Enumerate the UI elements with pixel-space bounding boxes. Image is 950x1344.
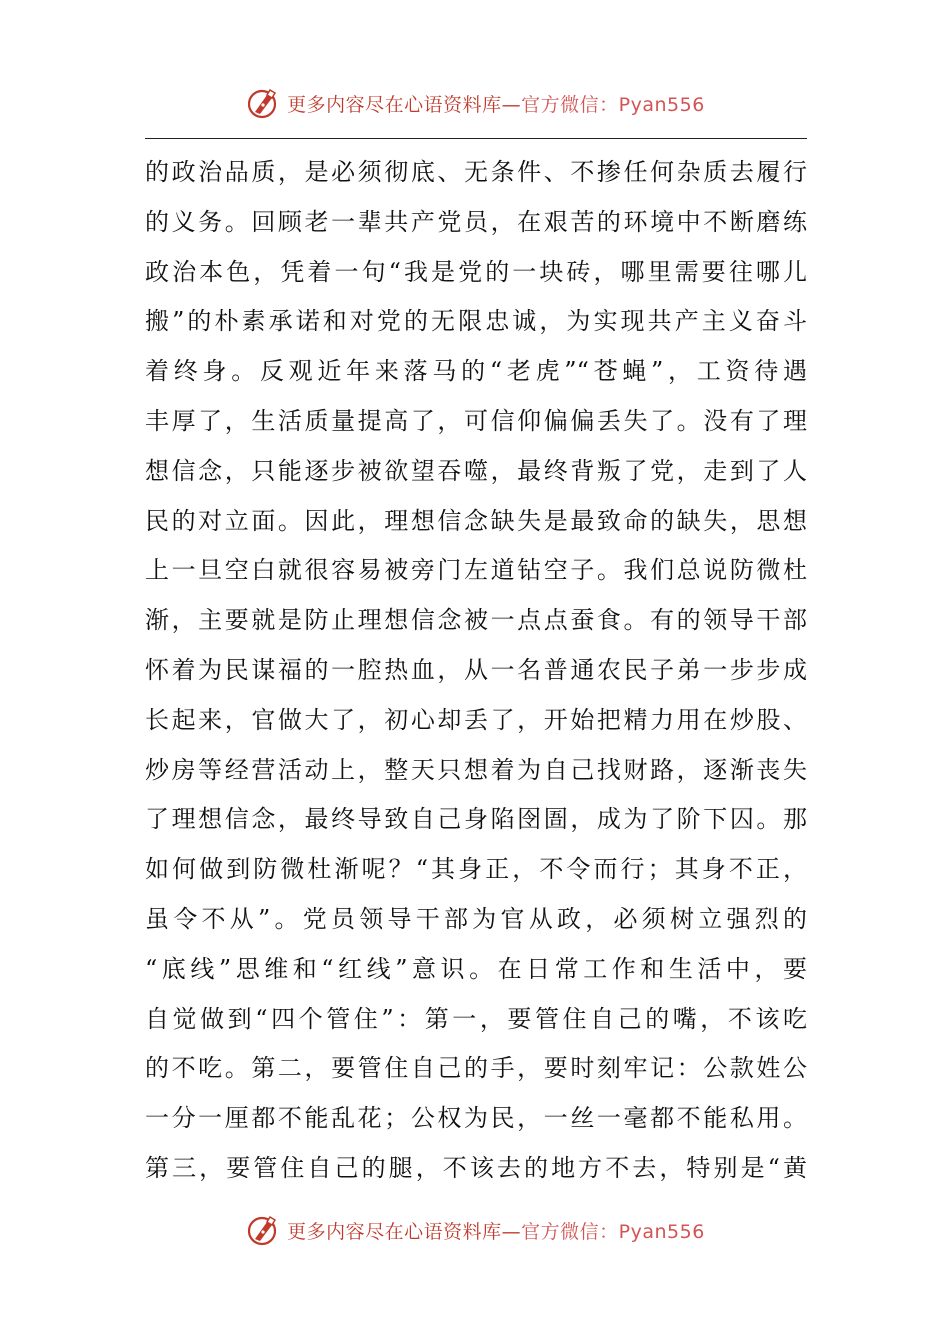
header-banner [0, 83, 950, 123]
footer-banner-separator: — [501, 1220, 522, 1243]
text-line: 了理想信念，最终导致自己身陷囹圄，成为了阶下囚。那 [145, 805, 807, 834]
text-line: 政治本色，凭着一句“我是党的一块砖，哪里需要往哪儿 [145, 257, 807, 286]
text-line: 的义务。回顾老一辈共产党员，在艰苦的环境中不断磨练 [145, 207, 807, 236]
text-line: 自觉做到“四个管住”：第一，要管住自己的嘴，不该吃 [145, 1004, 807, 1033]
text-line: 着终身。反观近年来落马的“老虎”“苍蝇”，工资待遇 [145, 357, 807, 386]
text-line: 的不吃。第二，要管住自己的手，要时刻牢记：公款姓公 [145, 1054, 807, 1083]
text-line: 丰厚了，生活质量提高了，可信仰偏偏丢失了。没有了理 [145, 406, 807, 435]
text-line: 民的对立面。因此，理想信念缺失是最致命的缺失，思想 [145, 506, 807, 535]
text-line: 的政治品质，是必须彻底、无条件、不掺任何杂质去履行 [145, 158, 807, 186]
footer-banner-main: 更多内容尽在心语资料库 [287, 1220, 502, 1243]
text-line: 第三，要管住自己的腿，不该去的地方不去，特别是“黄 [145, 1153, 807, 1182]
header-banner-separator: — [501, 93, 522, 116]
text-line: 怀着为民谋福的一腔热血，从一名普通农民子弟一步步成 [145, 655, 807, 684]
text-line: 炒房等经营活动上，整天只想着为自己找财路，逐渐丧失 [145, 755, 807, 784]
text-line: 如何做到防微杜渐呢？“其身正，不令而行；其身不正， [145, 855, 807, 884]
text-line: 上一旦空白就很容易被旁门左道钻空子。我们总说防微杜 [145, 556, 807, 585]
text-line: 想信念，只能逐步被欲望吞噬，最终背叛了党，走到了人 [145, 456, 807, 485]
text-line: 长起来，官做大了，初心却丢了，开始把精力用在炒股、 [145, 705, 807, 734]
document-body [145, 148, 807, 1194]
header-banner-wechat: 官方微信：Pyan556 [521, 93, 705, 116]
header-divider [145, 138, 807, 139]
pen-nib-logo-icon [245, 85, 281, 121]
footer-banner [0, 1210, 950, 1250]
pen-nib-logo-icon [245, 1212, 281, 1248]
footer-banner-wechat: 官方微信：Pyan556 [521, 1220, 705, 1243]
text-line: “底线”思维和“红线”意识。在日常工作和生活中，要 [145, 954, 807, 983]
text-line: 搬”的朴素承诺和对党的无限忠诚，为实现共产主义奋斗 [145, 307, 807, 336]
text-line: 渐，主要就是防止理想信念被一点点蚕食。有的领导干部 [145, 606, 807, 635]
footer-banner-text [287, 1217, 705, 1244]
header-banner-main: 更多内容尽在心语资料库 [287, 93, 502, 116]
header-banner-text [287, 90, 705, 117]
text-line: 一分一厘都不能乱花；公权为民，一丝一毫都不能私用。 [145, 1104, 807, 1133]
text-line: 虽令不从”。党员领导干部为官从政，必须树立强烈的 [145, 904, 807, 933]
